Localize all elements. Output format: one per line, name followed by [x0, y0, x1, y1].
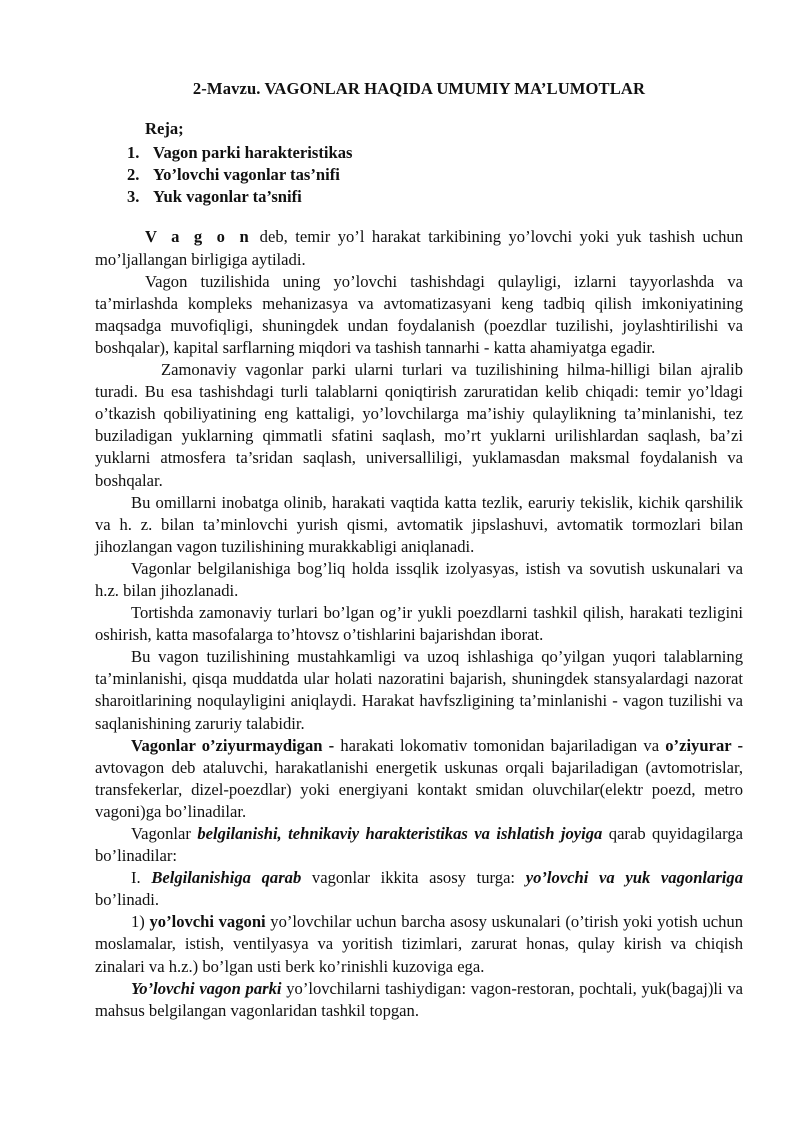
bold-italic-term: Belgilanishiga qarab [151, 868, 302, 888]
plan-item-number: 1. [127, 143, 140, 163]
document-page [95, 78, 743, 1022]
paragraph-classification [95, 735, 743, 823]
paragraph-text: avtovagon deb ataluvchi, harakatlanishi energetik uskunas orqali bajariladigan (avtomotrislar, transfekerlar, dizel-poezdlar) yoki energiyani kontakt smidan oluvchilar(elektr poezd, metro vagoni)ga bo’linadilar. [95, 757, 743, 821]
paragraph: Bu omillarni inobatga olinib, harakati vaqtida katta tezlik, earuriy tekislik, kichik qarshilik va h. z. bilan ta’minlovchi yurish qismi, avtomatik jipslashuvi, avtomatik tormozlari bilan jihozlangan vagon tuzilishining murakkabligi aniqlanadi. [95, 492, 743, 556]
paragraph: Zamonaviy vagonlar parki ularni turlari va tuzilishining hilma-hilligi bilan ajralib turadi. Bu esa tashishdagi turli talablarni qoniqtirish zaruratidan kelib chiqadi: temir yo’ldagi o’tkazish qobiliyatining eng kattaligi, yo’lovchilarga ma’ishiy qulaylikning ta’minlanishi, tez buziladigan yuklarning qimmatli sfatini saqlash, mo’rt yuklarni urilishlardan saqlash, ba’zi yuklarni atmosfera ta’sridan saqlash, universalliligi, yuklamasdan maksmal foydalanish va boshqalar. [95, 360, 743, 490]
bold-italic-term: belgilanishi, tehnikaviy harakteristikas va ishlatish joyiga [197, 824, 603, 843]
paragraph-definition [95, 226, 743, 270]
paragraph-division [95, 823, 743, 867]
plan-item [127, 142, 743, 164]
plan-list [95, 142, 743, 208]
bold-term: Vagonlar o’ziyurmaydigan - [131, 735, 335, 755]
bold-italic-term: Yo’lovchi vagon parki [131, 978, 282, 998]
paragraph-passenger-car [95, 911, 743, 977]
paragraph: Bu vagon tuzilishining mustahkamligi va uzoq ishlashiga qo’yilgan yuqori talablarning ta’minlanishi, qisqa muddatda ular holati nazoratini bajarish, shuningdek stansyalardagi nazorat sharoitlarining noqulayligini aniqlaydi. Harakat havfszligining ta’minlanishi - vagon tuzilishi va saqlanishining zaruriy talabidir. [95, 647, 743, 733]
paragraph-purpose [95, 867, 743, 911]
paragraph-text: I. [131, 868, 152, 888]
term-vagon: V a g o n [145, 227, 253, 247]
plan-item [127, 186, 743, 208]
bold-term: yo’lovchi vagoni [149, 912, 266, 932]
plan-item-text: Yuk vagonlar ta’snifi [153, 187, 302, 207]
paragraph-text: 1) [131, 912, 150, 932]
bold-italic-term: yo’lovchi va yuk vagonlariga [525, 868, 743, 888]
plan-item-number: 2. [127, 165, 140, 185]
paragraph-text: yo’lovchilar uchun barcha asosy uskunalari (o’tirish yoki yotish uchun moslamalar, istish, ventilyasya va yoritish tizimlari, zarurat honas, qulay kirish va chiqish zinalari va h.z.) bo’lgan usti berk ko’rinishli kuzoviga ega. [95, 912, 743, 976]
plan-item [127, 164, 743, 186]
paragraph: Vagon tuzilishida uning yo’lovchi tashishdagi qulayligi, izlarni tayyorlashda va ta’mirlashda kompleks mehanizasya va avtomatizasyani keng tadbiq qilish imkoniyatining maqsadga muvofiqligi, shuningdek undan foydalanish (poezdlar tuzilishi, joylashtirilishi va boshqalar), kapital sarflarning miqdori va tashish tannarhi - katta ahamiyatga egadir. [95, 271, 743, 357]
plan-item-text: Yo’lovchi vagonlar tas’nifi [153, 165, 340, 185]
paragraph-passenger-fleet [95, 978, 743, 1022]
plan-heading: Reja; [145, 119, 184, 139]
page-title: 2-Mavzu. VAGONLAR HAQIDA UMUMIY MA’LUMOTLAR [192, 79, 646, 98]
paragraph-text: Vagonlar [131, 824, 198, 843]
paragraph-text: deb, temir yo’l harakat tarkibining yo’lovchi yoki yuk tashish uchun mo’ljallangan birligiga aytiladi. [95, 227, 743, 269]
plan-item-number: 3. [127, 187, 140, 207]
paragraph-text: yo’lovchilarni tashiydigan: vagon-restoran, pochtali, yuk(bagaj)li va mahsus belgilangan vagonlaridan tashkil topgan. [95, 978, 743, 1020]
plan-item-text: Vagon parki harakteristikas [153, 143, 353, 163]
paragraph-text: harakati lokomativ tomonidan bajariladigan va [334, 735, 666, 755]
paragraph-text: qarab quyidagilarga bo’linadilar: [95, 824, 743, 866]
bold-term: o’ziyurar - [665, 735, 744, 755]
paragraph: Vagonlar belgilanishiga bog’liq holda issqlik izolyasyas, istish va sovutish uskunalari va h.z. bilan jihozlanadi. [95, 558, 743, 600]
paragraph-text: vagonlar ikkita asosy turga: [301, 868, 526, 888]
paragraph: Tortishda zamonaviy turlari bo’lgan og’ir yukli poezdlarni tashkil qilish, harakati tezligini oshirish, katta masofalarga to’htovsz o’tishlarini bajarishdan iborat. [95, 603, 743, 645]
paragraph-text: bo’linadi. [95, 890, 160, 910]
